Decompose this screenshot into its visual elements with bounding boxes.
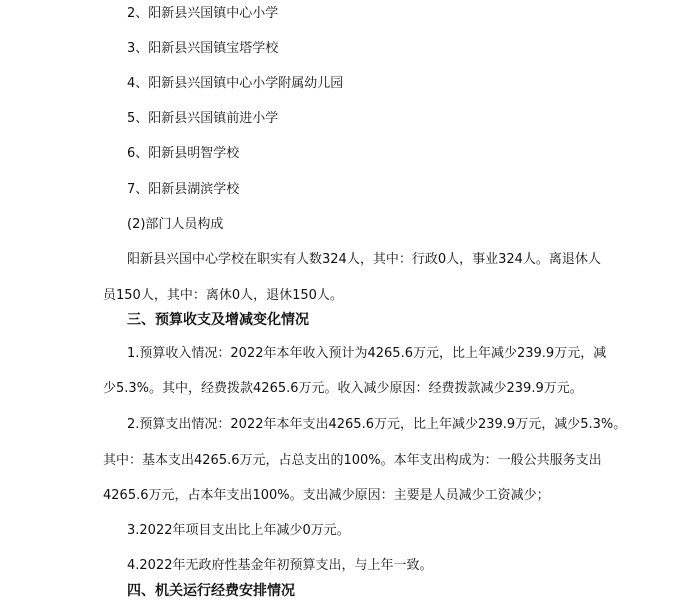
section-heading-budget: 三、预算收支及增减变化情况	[127, 312, 309, 328]
budget-income-line: 1.预算收入情况：2022年本年收入预计为4265.6万元，比上年减少239.9万元，减	[127, 346, 607, 361]
section-heading-operating: 四、机关运行经费安排情况	[127, 583, 295, 599]
unit-list-item: 7、阳新县湖滨学校	[127, 182, 240, 197]
staff-paragraph-line: 员150人，其中：离休0人，退休150人。	[103, 288, 343, 303]
unit-list-item: 4、阳新县兴国镇中心小学附属幼儿园	[127, 76, 344, 91]
budget-expense-line: 4265.6万元，占本年支出100%。支出减少原因：主要是人员减少工资减少；	[103, 488, 550, 503]
unit-list-item: 2、阳新县兴国镇中心小学	[127, 6, 279, 21]
staff-paragraph-line: 阳新县兴国中心学校在职实有人数324人，其中：行政0人，事业324人。离退休人	[127, 252, 601, 267]
unit-list-item: 6、阳新县明智学校	[127, 146, 240, 161]
budget-expense-line: 2.预算支出情况：2022年本年支出4265.6万元，比上年减少239.9万元，减少5.3%。	[127, 417, 627, 432]
staff-subheading: (2)部门人员构成	[127, 217, 224, 232]
project-expense-line: 3.2022年项目支出比上年减少0万元。	[127, 523, 350, 538]
budget-expense-line: 其中：基本支出4265.6万元，占总支出的100%。本年支出构成为：一般公共服务支出	[103, 453, 602, 468]
budget-income-line: 少5.3%。其中，经费拨款4265.6万元。收入减少原因：经费拨款减少239.9万元。	[103, 381, 583, 396]
unit-list-item: 3、阳新县兴国镇宝塔学校	[127, 41, 279, 56]
unit-list-item: 5、阳新县兴国镇前进小学	[127, 111, 279, 126]
fund-expense-line: 4.2022年无政府性基金年初预算支出，与上年一致。	[127, 558, 433, 573]
